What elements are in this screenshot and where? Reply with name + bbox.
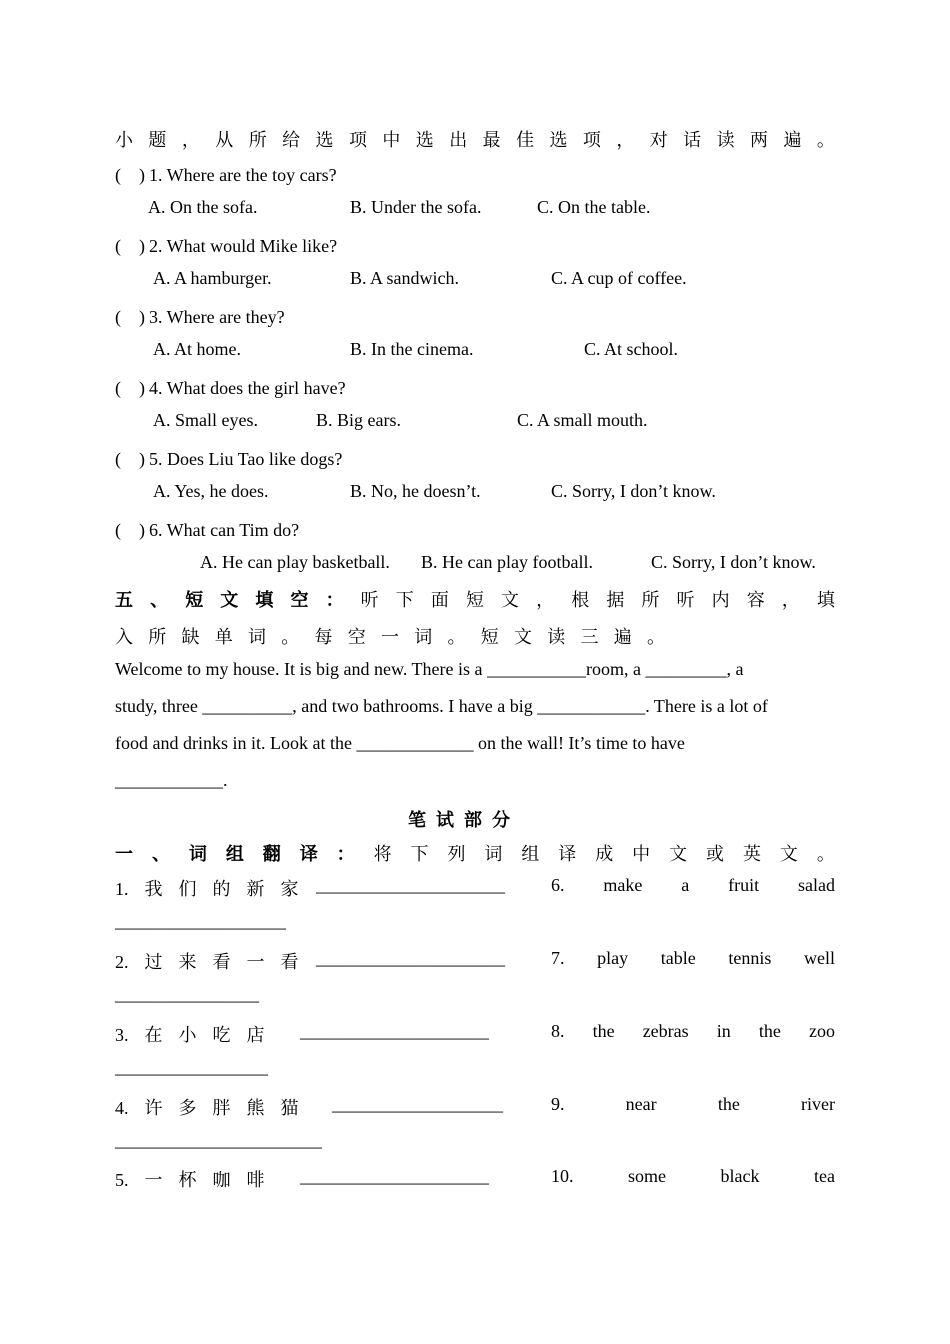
char: 所: [248, 130, 267, 150]
char: 选: [415, 130, 434, 150]
item-right: [551, 875, 835, 896]
char: 。: [816, 844, 835, 864]
char: 看: [212, 952, 231, 972]
char: 选: [315, 130, 334, 150]
answer-blank[interactable]: _____________________: [300, 1166, 489, 1186]
char: 过: [144, 952, 163, 972]
char: 词: [414, 627, 433, 647]
char: ：: [336, 844, 355, 864]
question-4: [115, 374, 346, 400]
char: 所: [641, 590, 660, 610]
word: black: [720, 1166, 760, 1186]
char: 小: [178, 1025, 197, 1045]
passage-line-1: Welcome to my house. It is big and new. There is a ___________room, a _________, a: [115, 659, 744, 679]
option-c: C. On the table.: [537, 197, 651, 217]
char: 多: [178, 1098, 197, 1118]
char: ，: [781, 590, 800, 610]
char: 项: [348, 130, 367, 150]
char: 空: [347, 627, 366, 647]
answer-paren[interactable]: ( ): [115, 165, 145, 185]
answer-blank[interactable]: _____________________: [316, 948, 505, 968]
char: 文: [669, 844, 688, 864]
char: 新: [246, 879, 265, 899]
option-a: A. He can play basketball.: [200, 552, 390, 572]
word: 7.: [551, 948, 565, 968]
char: 出: [449, 130, 468, 150]
option-c: C. Sorry, I don’t know.: [551, 481, 716, 501]
char: 容: [746, 590, 765, 610]
char: 短: [185, 590, 204, 610]
word: the: [592, 1021, 615, 1041]
word: table: [660, 948, 696, 968]
written-heading: 笔试部分: [408, 810, 520, 830]
char: 或: [706, 844, 724, 864]
option-b: B. A sandwich.: [350, 268, 460, 288]
section5-line1: [115, 586, 835, 612]
char: 面: [430, 590, 449, 610]
char: 每: [314, 627, 333, 647]
word: 8.: [551, 1021, 565, 1041]
char: 读: [716, 130, 735, 150]
char: 词: [484, 844, 503, 864]
question-6: [115, 516, 299, 542]
passage-line-4: ____________.: [115, 770, 228, 790]
option-a: A. Small eyes.: [153, 410, 258, 430]
char: 听: [676, 590, 695, 610]
char: 翻: [262, 844, 281, 864]
char: 组: [521, 844, 540, 864]
item-left: [115, 1021, 281, 1047]
char: 家: [280, 879, 299, 899]
char: 许: [144, 1098, 163, 1118]
char: ：: [325, 590, 344, 610]
char: 将: [373, 844, 392, 864]
char: 的: [212, 879, 231, 899]
option-a: A. Yes, he does.: [153, 481, 269, 501]
char: 列: [447, 844, 466, 864]
char: 入: [115, 627, 133, 647]
char: 。: [647, 627, 665, 647]
char: 内: [711, 590, 730, 610]
option-b: B. He can play football.: [421, 552, 593, 572]
answer-blank[interactable]: _______________________: [115, 1130, 322, 1150]
char: 题: [148, 130, 167, 150]
char: 给: [282, 130, 301, 150]
option-c: C. A small mouth.: [517, 410, 648, 430]
answer-blank[interactable]: _____________________: [316, 875, 505, 895]
passage-line-3: food and drinks in it. Look at the _____________ on the wall! It’s time to have: [115, 733, 685, 753]
char: 、: [150, 590, 169, 610]
option-b: B. In the cinema.: [350, 339, 474, 359]
char: 根: [571, 590, 590, 610]
char: 五: [115, 590, 133, 610]
listening-intro: [115, 126, 835, 152]
char: ，: [181, 130, 200, 150]
word: make: [603, 875, 643, 895]
char: 短: [465, 590, 484, 610]
question-text: 5. Does Liu Tao like dogs?: [149, 449, 343, 469]
char: 选: [549, 130, 568, 150]
char: ，: [536, 590, 555, 610]
char: 译: [558, 844, 577, 864]
question-5: [115, 445, 342, 471]
item-left: [115, 1094, 315, 1120]
question-2: [115, 232, 337, 258]
item-number: 3.: [115, 1025, 129, 1045]
char: 们: [178, 879, 197, 899]
answer-paren[interactable]: ( ): [115, 236, 145, 256]
item-right: [551, 948, 835, 969]
answer-blank[interactable]: _________________: [115, 1057, 268, 1077]
option-a: A. At home.: [153, 339, 241, 359]
char: 啡: [246, 1170, 265, 1190]
word: river: [801, 1094, 835, 1114]
char: 咖: [212, 1170, 231, 1190]
option-c: C. At school.: [584, 339, 679, 359]
char: 中: [382, 130, 401, 150]
question-text: 6. What can Tim do?: [149, 520, 300, 540]
option-b: B. Big ears.: [316, 410, 401, 430]
answer-blank[interactable]: ________________: [115, 984, 259, 1004]
word: fruit: [728, 875, 760, 895]
char: 来: [178, 952, 197, 972]
word: salad: [797, 875, 835, 895]
item-left: [115, 875, 315, 901]
char: 一: [246, 952, 265, 972]
char: 读: [547, 627, 566, 647]
char: 所: [148, 627, 167, 647]
char: 从: [215, 130, 234, 150]
char: 词: [188, 844, 207, 864]
passage-line-2: study, three __________, and two bathrooms. I have a big ____________. There is a lot of: [115, 696, 768, 716]
char: 译: [299, 844, 318, 864]
char: 据: [606, 590, 625, 610]
char: 成: [595, 844, 614, 864]
word: 10.: [551, 1166, 574, 1186]
word: tennis: [728, 948, 772, 968]
char: 下: [395, 590, 414, 610]
char: 吃: [212, 1025, 231, 1045]
written-section1-line: [115, 840, 835, 866]
question-3: [115, 303, 285, 329]
item-number: 2.: [115, 952, 129, 972]
char: 文: [220, 590, 239, 610]
char: 听: [360, 590, 379, 610]
char: 。: [281, 627, 300, 647]
question-1: [115, 161, 337, 187]
char: 杯: [178, 1170, 197, 1190]
word: tea: [813, 1166, 835, 1186]
item-number: 5.: [115, 1170, 129, 1190]
word: play: [597, 948, 629, 968]
char: 缺: [181, 627, 200, 647]
char: 遍: [783, 130, 802, 150]
char: 看: [280, 952, 299, 972]
question-text: 1. Where are the toy cars?: [149, 165, 337, 185]
char: 单: [214, 627, 233, 647]
char: 填: [816, 590, 835, 610]
item-right: [551, 1021, 835, 1042]
item-number: 4.: [115, 1098, 129, 1118]
word: the: [758, 1021, 781, 1041]
char: ，: [616, 130, 635, 150]
item-right: [551, 1166, 835, 1187]
word: the: [717, 1094, 740, 1114]
char: 中: [632, 844, 651, 864]
answer-blank[interactable]: _____________________: [300, 1021, 489, 1041]
option-b: B. No, he doesn’t.: [350, 481, 481, 501]
option-a: A. A hamburger.: [153, 268, 272, 288]
item-number: 1.: [115, 879, 129, 899]
word: 9.: [551, 1094, 565, 1114]
item-left: [115, 1166, 281, 1192]
char: 、: [151, 844, 170, 864]
question-text: 4. What does the girl have?: [149, 378, 346, 398]
char: 猫: [280, 1098, 299, 1118]
option-b: B. Under the sofa.: [350, 197, 482, 217]
char: 填: [255, 590, 274, 610]
char: 文: [779, 844, 798, 864]
word: some: [628, 1166, 666, 1186]
item-left: [115, 948, 315, 974]
char: 项: [582, 130, 601, 150]
answer-paren[interactable]: ( ): [115, 307, 145, 327]
char: 空: [290, 590, 309, 610]
char: 英: [742, 844, 761, 864]
answer-paren[interactable]: ( ): [115, 520, 145, 540]
answer-paren[interactable]: ( ): [115, 449, 145, 469]
char: 小: [115, 130, 133, 150]
item-right: [551, 1094, 835, 1115]
char: 胖: [212, 1098, 231, 1118]
word: in: [716, 1021, 731, 1041]
char: 组: [225, 844, 244, 864]
option-a: A. On the sofa.: [148, 197, 258, 217]
char: 文: [514, 627, 532, 647]
word: near: [625, 1094, 657, 1114]
char: 店: [246, 1025, 265, 1045]
char: 词: [248, 627, 266, 647]
word: zoo: [808, 1021, 835, 1041]
word: zebras: [642, 1021, 689, 1041]
char: 熊: [246, 1098, 265, 1118]
char: 对: [649, 130, 668, 150]
char: 一: [115, 844, 133, 864]
char: 短: [480, 627, 499, 647]
char: 我: [144, 879, 163, 899]
answer-blank[interactable]: ___________________: [115, 911, 286, 931]
char: 在: [144, 1025, 163, 1045]
word: a: [681, 875, 690, 895]
option-c: C. Sorry, I don’t know.: [651, 552, 816, 572]
char: 一: [381, 627, 399, 647]
char: 最: [482, 130, 501, 150]
char: 。: [447, 627, 466, 647]
word: well: [803, 948, 835, 968]
answer-blank[interactable]: ___________________: [332, 1094, 503, 1114]
char: 。: [816, 130, 835, 150]
char: 下: [410, 844, 429, 864]
char: 话: [683, 130, 702, 150]
question-text: 2. What would Mike like?: [149, 236, 338, 256]
question-text: 3. Where are they?: [149, 307, 285, 327]
answer-paren[interactable]: ( ): [115, 378, 145, 398]
char: 文: [501, 590, 520, 610]
char: 两: [750, 130, 769, 150]
char: 遍: [613, 627, 632, 647]
section5-line2: [115, 623, 665, 649]
option-c: C. A cup of coffee.: [551, 268, 687, 288]
char: 三: [580, 627, 599, 647]
char: 佳: [516, 130, 535, 150]
char: 一: [144, 1170, 163, 1190]
word: 6.: [551, 875, 565, 895]
